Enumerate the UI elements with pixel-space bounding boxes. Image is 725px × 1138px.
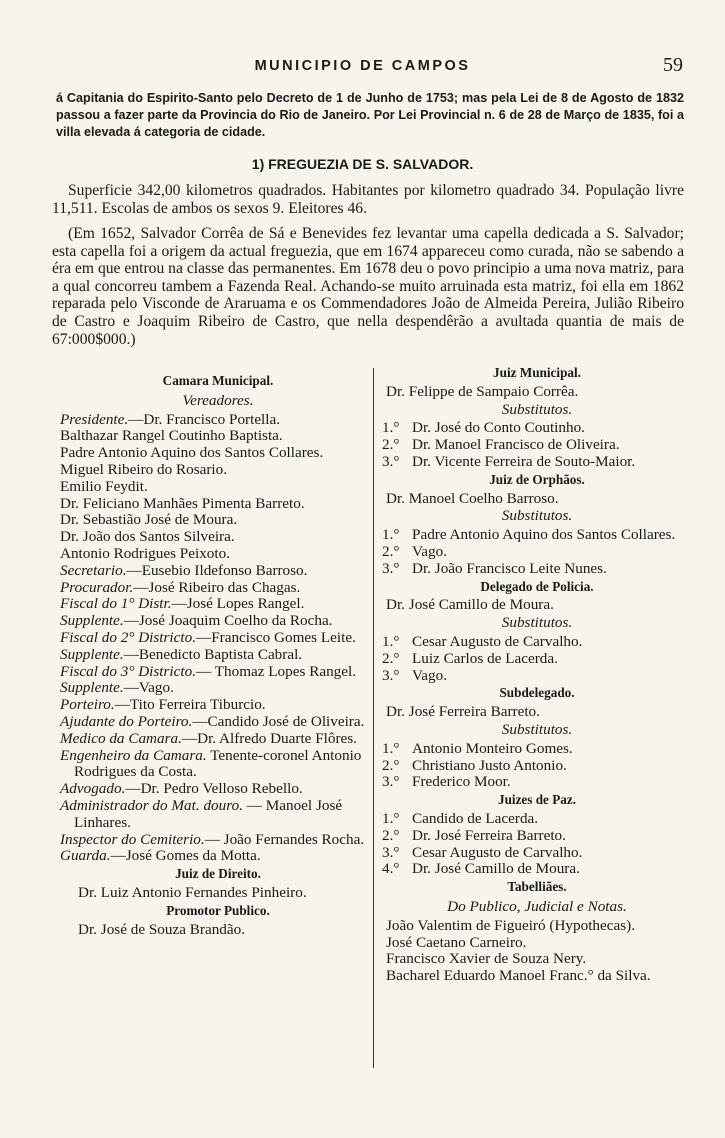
juiz-orphaos-heading: Juiz de Orphãos. bbox=[489, 471, 585, 487]
juiz-paz-item bbox=[378, 811, 696, 828]
vereador-item: Miguel Ribeiro do Rosario. bbox=[60, 460, 228, 478]
substitutos-heading: Substitutos. bbox=[501, 507, 573, 525]
entry-label: Advogado. bbox=[60, 780, 126, 798]
substitute-item bbox=[378, 741, 696, 758]
entry-text: —José Gomes da Motta. bbox=[110, 847, 261, 865]
intro-paragraph: á Capitania do Espirito-Santo pelo Decreto de 1 de Junho de 1753; mas pela Lei de 8 de Agosto de 1832 passou a fazer parte da Provincia do Rio de Janeiro. Por Lei Provincial n. 6 de 28 de Março de 1835, foi a villa elevada á categoria de cidade. bbox=[56, 91, 684, 140]
item-number: 1.° bbox=[382, 632, 400, 650]
item-text: Cesar Augusto de Carvalho. bbox=[412, 843, 583, 861]
juiz-paz-item bbox=[378, 828, 696, 845]
official-entry bbox=[60, 647, 376, 664]
item-text: Christiano Justo Antonio. bbox=[412, 756, 567, 774]
substitute-item bbox=[378, 668, 696, 685]
entry-label: Inspector do Cemiterio. bbox=[60, 830, 205, 848]
official-entry bbox=[60, 781, 376, 798]
official-entry bbox=[60, 664, 376, 681]
substitute-item bbox=[378, 651, 696, 668]
statistics-paragraph bbox=[52, 182, 684, 217]
entry-text: — João Fernandes Rocha. bbox=[204, 830, 365, 848]
juiz-direito-heading: Juiz de Direito. bbox=[175, 866, 261, 882]
item-number: 2.° bbox=[382, 542, 400, 560]
entry-label: Engenheiro da Camara. bbox=[60, 746, 207, 764]
left-column bbox=[60, 372, 376, 938]
entry-label: Secretario. bbox=[60, 561, 127, 579]
official-entry bbox=[60, 580, 376, 597]
item-text: Dr. Vicente Ferreira de Souto-Maior. bbox=[412, 452, 636, 470]
entry-text: —José Lopes Rangel. bbox=[171, 595, 305, 613]
subdelegado-heading: Subdelegado. bbox=[499, 685, 575, 701]
substitutos-heading: Substitutos. bbox=[501, 400, 573, 418]
entry-label: Supplente. bbox=[60, 645, 124, 663]
vereador-item: Antonio Rodrigues Peixoto. bbox=[60, 544, 231, 562]
juiz-municipal-name: Dr. Felippe de Sampaio Corrêa. bbox=[386, 382, 579, 400]
item-text: Dr. José Camillo de Moura. bbox=[412, 860, 580, 878]
item-text: Frederico Moor. bbox=[412, 773, 511, 791]
entry-label: Supplente. bbox=[60, 612, 124, 630]
camara-heading: Camara Municipal. bbox=[162, 373, 274, 388]
entry-text: —Eusebio Ildefonso Barroso. bbox=[126, 561, 308, 579]
official-entry bbox=[60, 596, 376, 613]
tabelliao-item: José Caetano Carneiro. bbox=[386, 933, 527, 951]
entry-text: — Manoel José Linhares. bbox=[74, 796, 343, 831]
substitute-item bbox=[378, 561, 696, 578]
official-entry bbox=[60, 613, 376, 630]
president-entry bbox=[60, 412, 376, 429]
substitute-item bbox=[378, 634, 696, 651]
statistics-text: Superficie 342,00 kilometros quadrados. Habitantes por kilometro quadrado 34. População livre 11,511. Escolas de ambos os sexos 9. Eleitores 46. bbox=[52, 182, 684, 217]
entry-label: Medico da Camara. bbox=[60, 729, 182, 747]
entry-text: —Vago. bbox=[123, 679, 174, 697]
entry-label: Fiscal do 1° Distr. bbox=[60, 595, 172, 613]
entry-label: Presidente. bbox=[60, 410, 129, 428]
entry-text: —Benedicto Baptista Cabral. bbox=[123, 645, 303, 663]
entry-label: Procurador. bbox=[60, 578, 134, 596]
freguezia-title: 1) FREGUEZIA DE S. SALVADOR. bbox=[251, 156, 474, 172]
official-entry bbox=[60, 731, 376, 748]
juiz-orphaos-name: Dr. Manoel Coelho Barroso. bbox=[386, 489, 559, 507]
item-number: 2.° bbox=[382, 826, 400, 844]
item-number: 1.° bbox=[382, 809, 400, 827]
entry-label: Porteiro. bbox=[60, 696, 115, 714]
item-number: 1.° bbox=[382, 526, 400, 544]
official-entry bbox=[60, 748, 376, 782]
entry-text: —Francisco Gomes Leite. bbox=[196, 628, 356, 646]
juiz-paz-item bbox=[378, 845, 696, 862]
entry-text: —Dr. Alfredo Duarte Flôres. bbox=[181, 729, 357, 747]
juizes-paz-heading: Juizes de Paz. bbox=[497, 792, 576, 808]
item-text: Vago. bbox=[412, 666, 448, 684]
item-text: Candido de Lacerda. bbox=[412, 809, 539, 827]
item-text: Antonio Monteiro Gomes. bbox=[412, 739, 573, 757]
item-text: Dr. João Francisco Leite Nunes. bbox=[412, 559, 607, 577]
item-number: 3.° bbox=[382, 452, 400, 470]
page-header bbox=[0, 54, 725, 82]
tabelliao-item: Bacharel Eduardo Manoel Franc.° da Silva. bbox=[386, 967, 651, 985]
vereador-item: Balthazar Rangel Coutinho Baptista. bbox=[60, 427, 283, 445]
item-number: 3.° bbox=[382, 773, 400, 791]
page-number: 59 bbox=[663, 54, 683, 76]
official-entry bbox=[60, 697, 376, 714]
official-entry bbox=[60, 563, 376, 580]
entry-text: —José Joaquim Coelho da Rocha. bbox=[123, 612, 333, 630]
entry-text: —Candido José de Oliveira. bbox=[192, 712, 365, 730]
substitute-item bbox=[378, 527, 696, 544]
tabelliaes-heading: Tabelliães. bbox=[507, 879, 567, 895]
entry-label: Guarda. bbox=[60, 847, 111, 865]
entry-label: Fiscal do 2° Districto. bbox=[60, 628, 197, 646]
substitute-item bbox=[378, 544, 696, 561]
tabelliao-item: Francisco Xavier de Souza Nery. bbox=[386, 950, 587, 968]
item-text: Dr. José do Conto Coutinho. bbox=[412, 419, 585, 437]
official-entry bbox=[60, 630, 376, 647]
entry-text: Tenente-coronel Antonio Rodrigues da Costa. bbox=[74, 746, 362, 781]
item-number: 1.° bbox=[382, 419, 400, 437]
official-entry bbox=[60, 714, 376, 731]
official-entry bbox=[60, 848, 376, 865]
item-text: Vago. bbox=[412, 542, 448, 560]
tabelliao-item: João Valentim de Figueiró (Hypothecas). bbox=[386, 916, 635, 934]
item-number: 1.° bbox=[382, 739, 400, 757]
official-entry bbox=[60, 832, 376, 849]
running-head: MUNICIPIO DE CAMPOS bbox=[254, 58, 471, 74]
substitutos-heading: Substitutos. bbox=[501, 614, 573, 632]
subdelegado-name: Dr. José Ferreira Barreto. bbox=[386, 703, 540, 721]
entry-text: — Thomaz Lopes Rangel. bbox=[196, 662, 357, 680]
item-number: 2.° bbox=[382, 436, 400, 454]
item-number: 3.° bbox=[382, 559, 400, 577]
vereador-item: Dr. João dos Santos Silveira. bbox=[60, 528, 235, 546]
juiz-paz-item bbox=[378, 861, 696, 878]
item-text: Luiz Carlos de Lacerda. bbox=[412, 649, 558, 667]
delegado-name: Dr. José Camillo de Moura. bbox=[386, 596, 554, 614]
substitute-item bbox=[378, 420, 696, 437]
vereador-item: Padre Antonio Aquino dos Santos Collares. bbox=[60, 444, 324, 462]
entry-text: —Tito Ferreira Tiburcio. bbox=[114, 696, 266, 714]
promotor-name: Dr. José de Souza Brandão. bbox=[78, 920, 246, 938]
substitute-item bbox=[378, 758, 696, 775]
history-text: (Em 1652, Salvador Corrêa de Sá e Benevides fez levantar uma capella dedicada a S. Salvador; esta capella foi a origem da actual freguezia, que em 1674 appareceu como curada, não se sabendo a éra em que entrou na classe das permanentes. Em 1678 deu o povo principio a uma nova matriz, para a qual concorreu tambem a Fazenda Real. Achando-se muito arruinada esta matriz, foi ella em 1862 reparada pelo Visconde de Araruama e os Commendadores João de Almeida Pereira, Julião Ribeiro de Castro e Joaquim Ribeiro de Castro, que nella despendêrão a avultada quantia de mais de 67:000$000.) bbox=[52, 225, 684, 348]
vereador-item: Dr. Sebastião José de Moura. bbox=[60, 511, 238, 529]
vereador-item: Emilio Feydit. bbox=[60, 477, 148, 495]
item-number: 2.° bbox=[382, 649, 400, 667]
item-text: Padre Antonio Aquino dos Santos Collares. bbox=[412, 526, 676, 544]
history-paragraph bbox=[52, 225, 684, 348]
delegado-heading: Delegado de Policia. bbox=[480, 578, 594, 594]
tabelliaes-subheading: Do Publico, Judicial e Notas. bbox=[447, 897, 627, 915]
entry-text: —José Ribeiro das Chagas. bbox=[133, 578, 301, 596]
vereador-item: Dr. Feliciano Manhães Pimenta Barreto. bbox=[60, 494, 305, 512]
official-entry bbox=[60, 680, 376, 697]
vereadores-heading: Vereadores. bbox=[182, 391, 254, 409]
item-number: 3.° bbox=[382, 843, 400, 861]
entry-text: —Dr. Francisco Portella. bbox=[128, 410, 281, 428]
substitutos-heading: Substitutos. bbox=[501, 720, 573, 738]
substitute-item bbox=[378, 774, 696, 791]
substitute-item bbox=[378, 437, 696, 454]
item-text: Dr. Manoel Francisco de Oliveira. bbox=[412, 436, 620, 454]
official-entry bbox=[60, 798, 376, 832]
entry-label: Administrador do Mat. douro. bbox=[60, 796, 243, 814]
promotor-heading: Promotor Publico. bbox=[166, 902, 270, 918]
item-number: 2.° bbox=[382, 756, 400, 774]
entry-label: Supplente. bbox=[60, 679, 124, 697]
item-text: Dr. José Ferreira Barreto. bbox=[412, 826, 566, 844]
right-column bbox=[378, 364, 696, 985]
substitute-item bbox=[378, 454, 696, 471]
entry-text: —Dr. Pedro Velloso Rebello. bbox=[125, 780, 303, 798]
entry-label: Fiscal do 3° Districto. bbox=[60, 662, 197, 680]
juiz-municipal-heading: Juiz Municipal. bbox=[493, 365, 581, 380]
entry-label: Ajudante do Porteiro. bbox=[60, 712, 193, 730]
item-number: 4.° bbox=[382, 860, 400, 878]
juiz-direito-name: Dr. Luiz Antonio Fernandes Pinheiro. bbox=[78, 883, 307, 901]
item-number: 3.° bbox=[382, 666, 400, 684]
item-text: Cesar Augusto de Carvalho. bbox=[412, 632, 583, 650]
